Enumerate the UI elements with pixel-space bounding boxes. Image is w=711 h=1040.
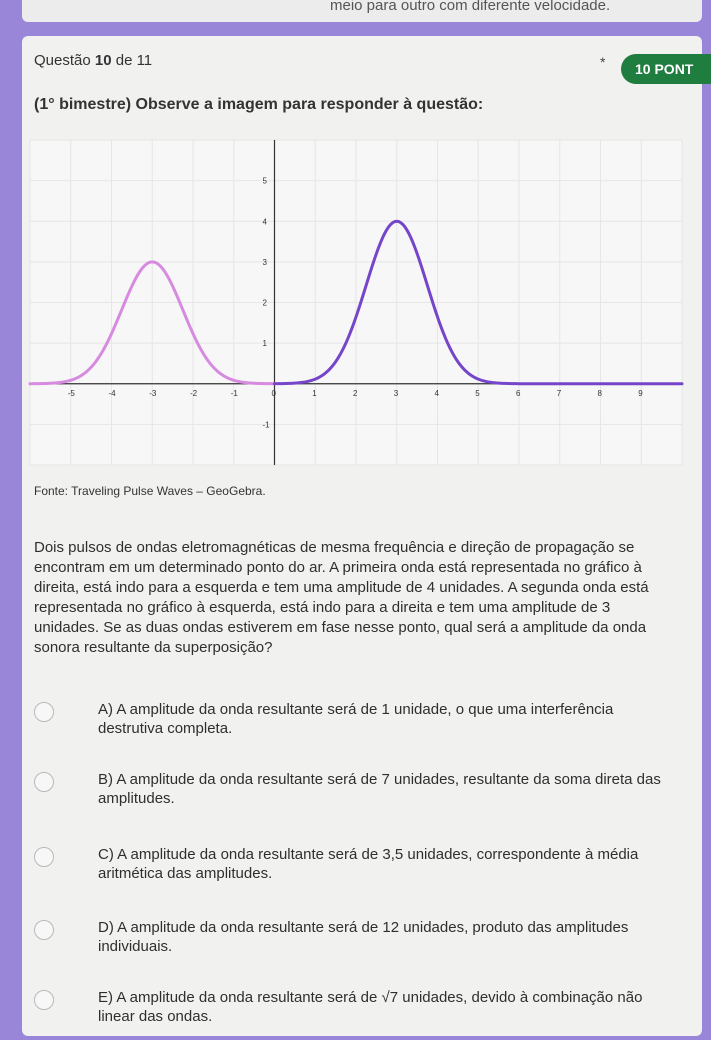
option-e-radio[interactable] — [34, 990, 54, 1010]
x-tick-label: 2 — [353, 388, 358, 398]
x-tick-label: 8 — [597, 388, 602, 398]
y-tick-label: 5 — [262, 176, 267, 186]
option-a-radio[interactable] — [34, 702, 54, 722]
x-tick-label: 9 — [638, 388, 643, 398]
x-tick-label: -2 — [190, 388, 198, 398]
y-tick-label: -1 — [262, 420, 270, 430]
x-tick-label: 5 — [475, 388, 480, 398]
option-c-radio[interactable] — [34, 847, 54, 867]
option-b-radio[interactable] — [34, 772, 54, 792]
x-tick-label: -4 — [108, 388, 116, 398]
y-tick-label: 1 — [262, 339, 267, 349]
x-tick-label: 4 — [434, 388, 439, 398]
image-source: Fonte: Traveling Pulse Waves – GeoGebra. — [34, 484, 266, 498]
previous-question-text: meio para outro com diferente velocidade. — [330, 0, 611, 14]
question-body: Dois pulsos de ondas eletromagnéticas de mesma frequência e direção de propagação se encontram em um determinado ponto do ar. A primeira onda está representada no gráfico à direita, está indo para a esquerda e tem uma amplitude de 4 unidades. A segunda onda está representada no gráfico à esquerda, está indo para a direita e tem uma amplitude de 3 unidades. Se as duas ondas estiverem em fase nesse ponto, qual será a amplitude da onda sonora resultante da superposição? — [34, 539, 649, 656]
x-tick-label: -3 — [149, 388, 157, 398]
y-tick-label: 2 — [262, 298, 267, 308]
y-tick-label: 3 — [262, 257, 267, 267]
y-tick-label: 4 — [262, 217, 267, 227]
option-b-text[interactable]: B) A amplitude da onda resultante será de 7 unidades, resultante da soma direta das amplitudes. — [98, 771, 661, 807]
option-a-text[interactable]: A) A amplitude da onda resultante será de 1 unidade, o que uma interferência destrutiva completa. — [98, 701, 614, 737]
wave-graph-svg — [30, 140, 682, 465]
option-d-radio[interactable] — [34, 920, 54, 940]
option-e-text[interactable]: E) A amplitude da onda resultante será de √7 unidades, devido à combinação não linear das ondas. — [98, 989, 643, 1025]
points-badge: 10 PONT — [621, 54, 711, 84]
x-tick-label: -5 — [67, 388, 75, 398]
x-tick-label: 7 — [556, 388, 562, 398]
question-label-suffix: de 11 — [111, 52, 153, 69]
x-tick-label: 1 — [312, 388, 317, 398]
x-tick-label: 0 — [271, 388, 276, 398]
wave-graph — [30, 140, 682, 465]
question-number-label — [34, 52, 152, 69]
option-c-text[interactable]: C) A amplitude da onda resultante será de 3,5 unidades, correspondente à média aritmética das amplitudes. — [98, 846, 639, 882]
x-tick-label: 3 — [393, 388, 399, 398]
question-title: (1° bimestre) Observe a imagem para responder à questão: — [34, 96, 484, 113]
question-label-prefix: Questão — [34, 52, 95, 69]
x-tick-label: 6 — [516, 388, 521, 398]
option-d-text[interactable]: D) A amplitude da onda resultante será de 12 unidades, produto das amplitudes individuais. — [98, 919, 629, 955]
required-mark: * — [600, 54, 606, 70]
question-number: 10 — [94, 52, 112, 69]
x-tick-label: -1 — [230, 388, 238, 398]
